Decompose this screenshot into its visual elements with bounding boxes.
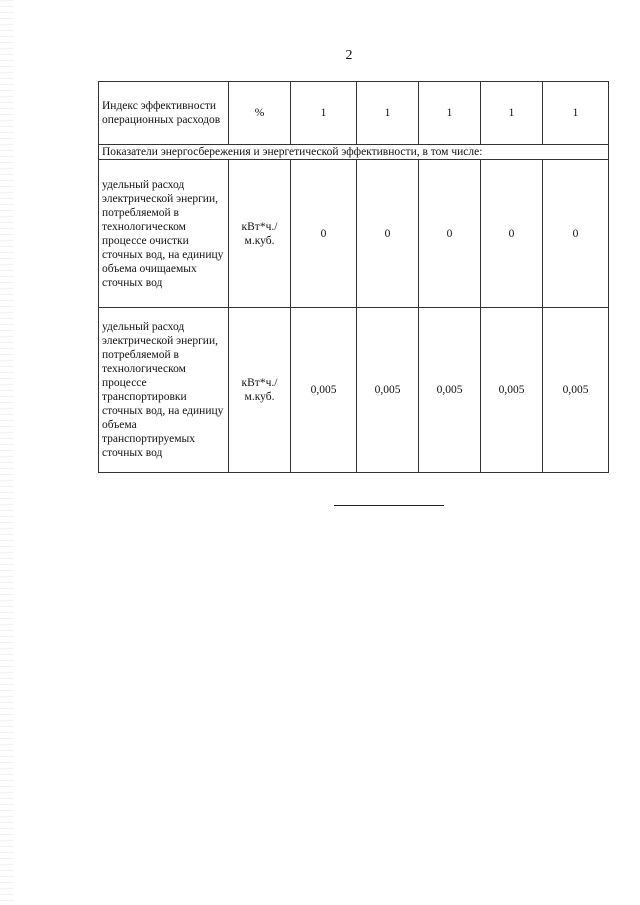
- row-value: 1: [481, 82, 543, 145]
- row-label: удельный расход электрической энергии, потребляемой в технологическом процессе очистки сточных вод, на единицу объема очищаемых сточных вод: [99, 160, 229, 308]
- row-value: 0,005: [357, 308, 419, 473]
- row-value: 0: [543, 160, 609, 308]
- row-value: 0: [419, 160, 481, 308]
- row-value: 0: [291, 160, 357, 308]
- row-value: 0: [481, 160, 543, 308]
- table-row: [99, 308, 609, 473]
- row-unit: %: [229, 82, 291, 145]
- row-value: 1: [357, 82, 419, 145]
- row-value: 1: [543, 82, 609, 145]
- row-value: 0,005: [543, 308, 609, 473]
- row-value: 1: [291, 82, 357, 145]
- section-header-row: [99, 145, 609, 160]
- row-unit: кВт*ч./м.куб.: [229, 160, 291, 308]
- row-value: 0,005: [291, 308, 357, 473]
- row-unit: кВт*ч./м.куб.: [229, 308, 291, 473]
- indicators-table: [98, 81, 609, 473]
- row-value: 0,005: [481, 308, 543, 473]
- table-row: [99, 82, 609, 145]
- row-label: удельный расход электрической энергии, потребляемой в технологическом процессе транспортировки сточных вод, на единицу объема транспортируемых сточных вод: [99, 308, 229, 473]
- page-number: 2: [345, 48, 353, 63]
- row-label: Индекс эффективности операционных расходов: [99, 82, 229, 145]
- table-row: [99, 160, 609, 308]
- scan-edge: [0, 0, 14, 905]
- closing-rule: [334, 505, 444, 506]
- row-value: 1: [419, 82, 481, 145]
- row-value: 0,005: [419, 308, 481, 473]
- section-header: Показатели энергосбережения и энергетической эффективности, в том числе:: [99, 145, 609, 160]
- row-value: 0: [357, 160, 419, 308]
